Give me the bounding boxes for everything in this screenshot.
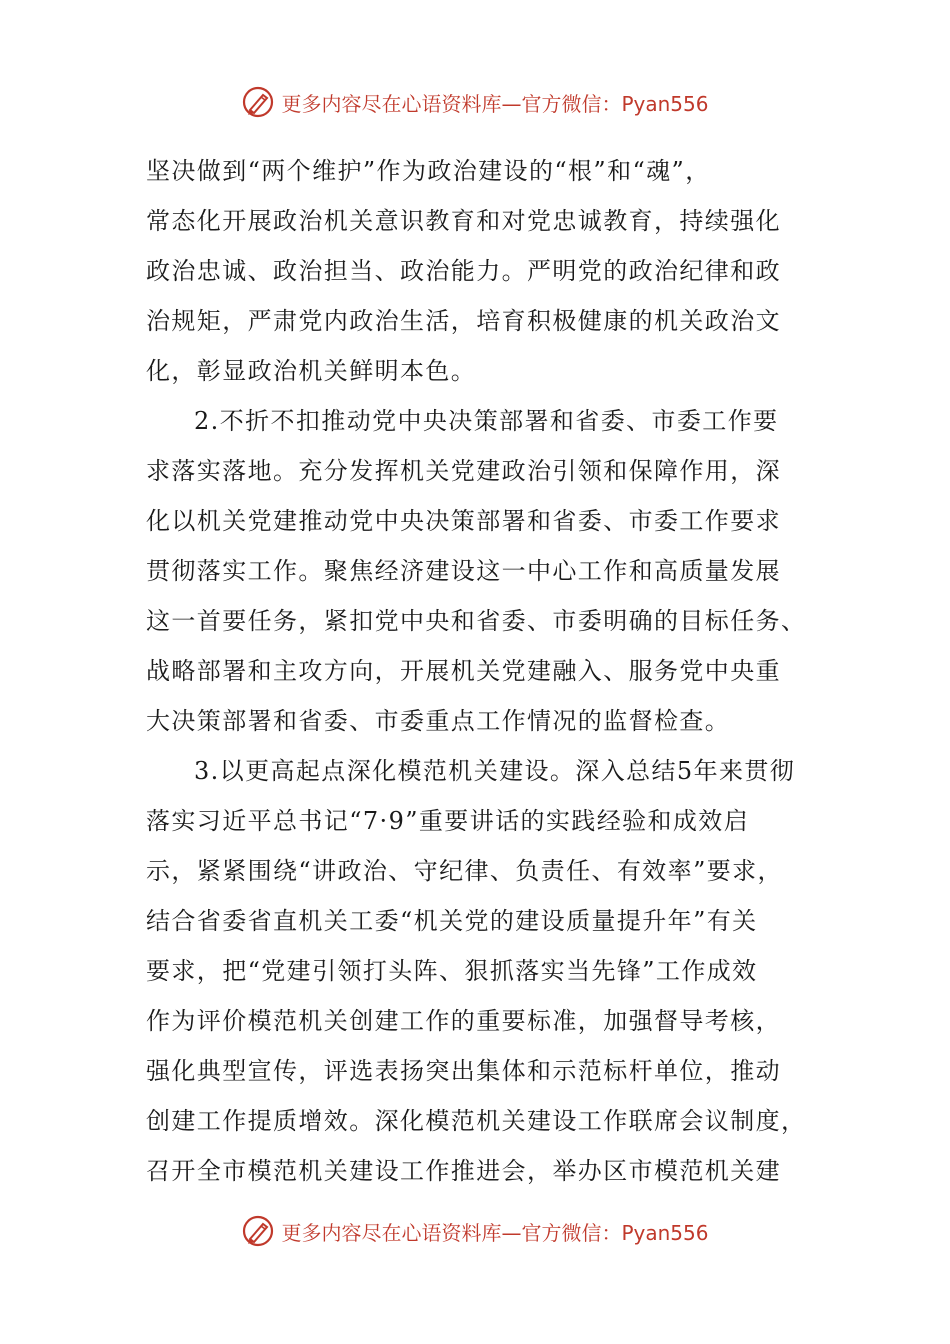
text-line: 化以机关党建推动党中央决策部署和省委、市委工作要求 bbox=[146, 507, 781, 535]
text-line: 结合省委省直机关工委“机关党的建设质量提升年”有关 bbox=[146, 907, 758, 935]
pen-logo-icon bbox=[241, 85, 275, 119]
watermark-text: 更多内容尽在心语资料库—官方微信：Pyan556 bbox=[281, 91, 709, 116]
header-watermark bbox=[0, 82, 950, 122]
text-line: 治规矩，严肃党内政治生活，培育积极健康的机关政治文 bbox=[146, 307, 781, 335]
text-line: 3.以更高起点深化模范机关建设。深入总结5年来贯彻 bbox=[194, 757, 796, 785]
text-line: 求落实落地。充分发挥机关党建政治引领和保障作用，深 bbox=[146, 457, 781, 485]
text-line: 化，彰显政治机关鲜明本色。 bbox=[146, 357, 477, 385]
pen-logo-icon bbox=[241, 1214, 275, 1248]
text-line: 坚决做到“两个维护”作为政治建设的“根”和“魂”， bbox=[146, 157, 711, 185]
text-line: 政治忠诚、政治担当、政治能力。严明党的政治纪律和政 bbox=[146, 257, 781, 285]
text-line: 召开全市模范机关建设工作推进会，举办区市模范机关建 bbox=[146, 1157, 781, 1185]
text-line: 大决策部署和省委、市委重点工作情况的监督检查。 bbox=[146, 707, 731, 735]
text-line: 落实习近平总书记“7·9”重要讲话的实践经验和成效启 bbox=[146, 807, 750, 835]
text-line: 示，紧紧围绕“讲政治、守纪律、负责任、有效率”要求， bbox=[146, 857, 783, 885]
text-line: 强化典型宣传，评选表扬突出集体和示范标杆单位，推动 bbox=[146, 1057, 781, 1085]
text-line: 2.不折不扣推动党中央决策部署和省委、市委工作要 bbox=[194, 407, 779, 435]
text-line: 战略部署和主攻方向，开展机关党建融入、服务党中央重 bbox=[146, 657, 781, 685]
text-line: 常态化开展政治机关意识教育和对党忠诚教育，持续强化 bbox=[146, 207, 781, 235]
text-line: 贯彻落实工作。聚焦经济建设这一中心工作和高质量发展 bbox=[146, 557, 781, 585]
document-body bbox=[146, 146, 816, 1196]
text-line: 创建工作提质增效。深化模范机关建设工作联席会议制度， bbox=[146, 1107, 807, 1135]
watermark-text: 更多内容尽在心语资料库—官方微信：Pyan556 bbox=[281, 1220, 709, 1245]
footer-watermark bbox=[0, 1211, 950, 1251]
text-line: 要求，把“党建引领打头阵、狠抓落实当先锋”工作成效 bbox=[146, 957, 758, 985]
text-line: 作为评价模范机关创建工作的重要标准，加强督导考核， bbox=[146, 1007, 781, 1035]
text-line: 这一首要任务，紧扣党中央和省委、市委明确的目标任务、 bbox=[146, 607, 807, 635]
